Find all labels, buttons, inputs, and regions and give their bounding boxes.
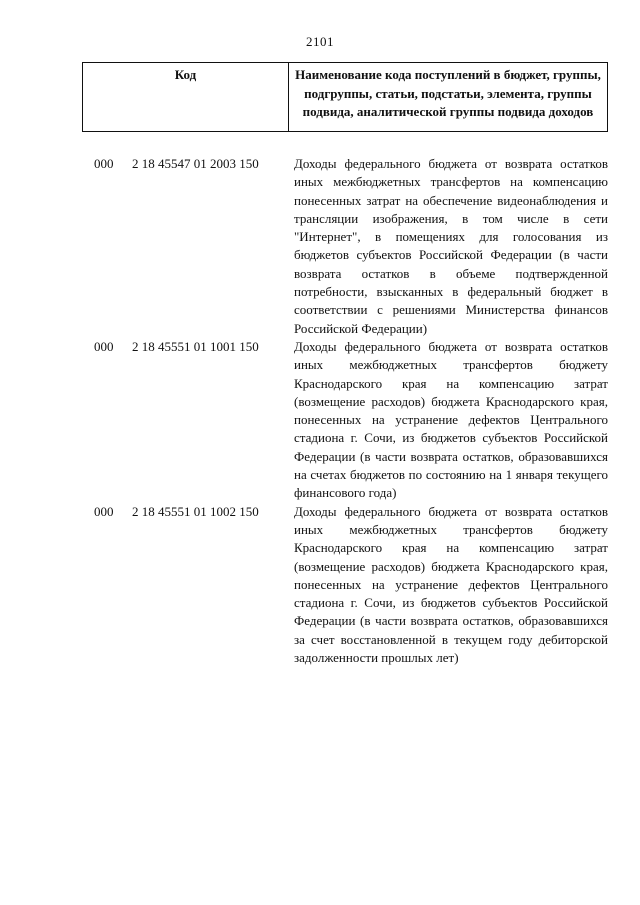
income-description: Доходы федерального бюджета от возврата остатков иных межбюджетных трансфертов на компенсацию понесенных затрат на обеспечение видеонаблюдения и трансляции изображения, в том числе в сети "Интернет", в помещениях для голосования из бюджетов субъектов Российской Федерации (в части возврата остатков в объеме подтвержденной потребности, взысканных в федеральный бюджет в соответствии с решениями Министерства финансов Российской Федерации): [294, 156, 608, 336]
table-row: [94, 503, 608, 668]
page-number: 2101: [306, 34, 334, 49]
header-name-cell: Наименование кода поступлений в бюджет, группы, подгруппы, статьи, подстатьи, элемента, группы подвида, аналитической группы подвида доходов: [295, 67, 601, 119]
income-description: Доходы федерального бюджета от возврата остатков иных межбюджетных трансфертов бюджету Краснодарского края на компенсацию затрат (возмещение расходов) бюджета Краснодарского края, понесенных на устранение дефектов Центрального стадиона г. Сочи, из бюджетов субъектов Российской Федерации (в части возврата остатков, образовавшихся за счет восстановленной в текущем году дебиторской задолженности прошлых лет): [294, 503, 608, 666]
income-code: 2 18 45551 01 1001 150: [132, 338, 259, 354]
table-row: [94, 155, 608, 338]
table-header: [82, 62, 608, 132]
header-code-cell: Код: [83, 63, 289, 131]
table-row: [94, 338, 608, 503]
income-code: 2 18 45547 01 2003 150: [132, 156, 259, 171]
admin-code: 000: [94, 156, 114, 171]
income-code: 2 18 45551 01 1002 150: [132, 503, 259, 519]
table-body: [94, 155, 608, 667]
admin-code: 000: [94, 338, 114, 354]
income-description: Доходы федерального бюджета от возврата остатков иных межбюджетных трансфертов бюджету Краснодарского края на компенсацию затрат (возмещение расходов) бюджета Краснодарского края, понесенных на устранение дефектов Центрального стадиона г. Сочи, из бюджетов субъектов Российской Федерации (в части возврата остатков, образовавшихся на счетах бюджетов по состоянию на 1 января текущего финансового года): [294, 338, 608, 501]
admin-code: 000: [94, 503, 114, 519]
